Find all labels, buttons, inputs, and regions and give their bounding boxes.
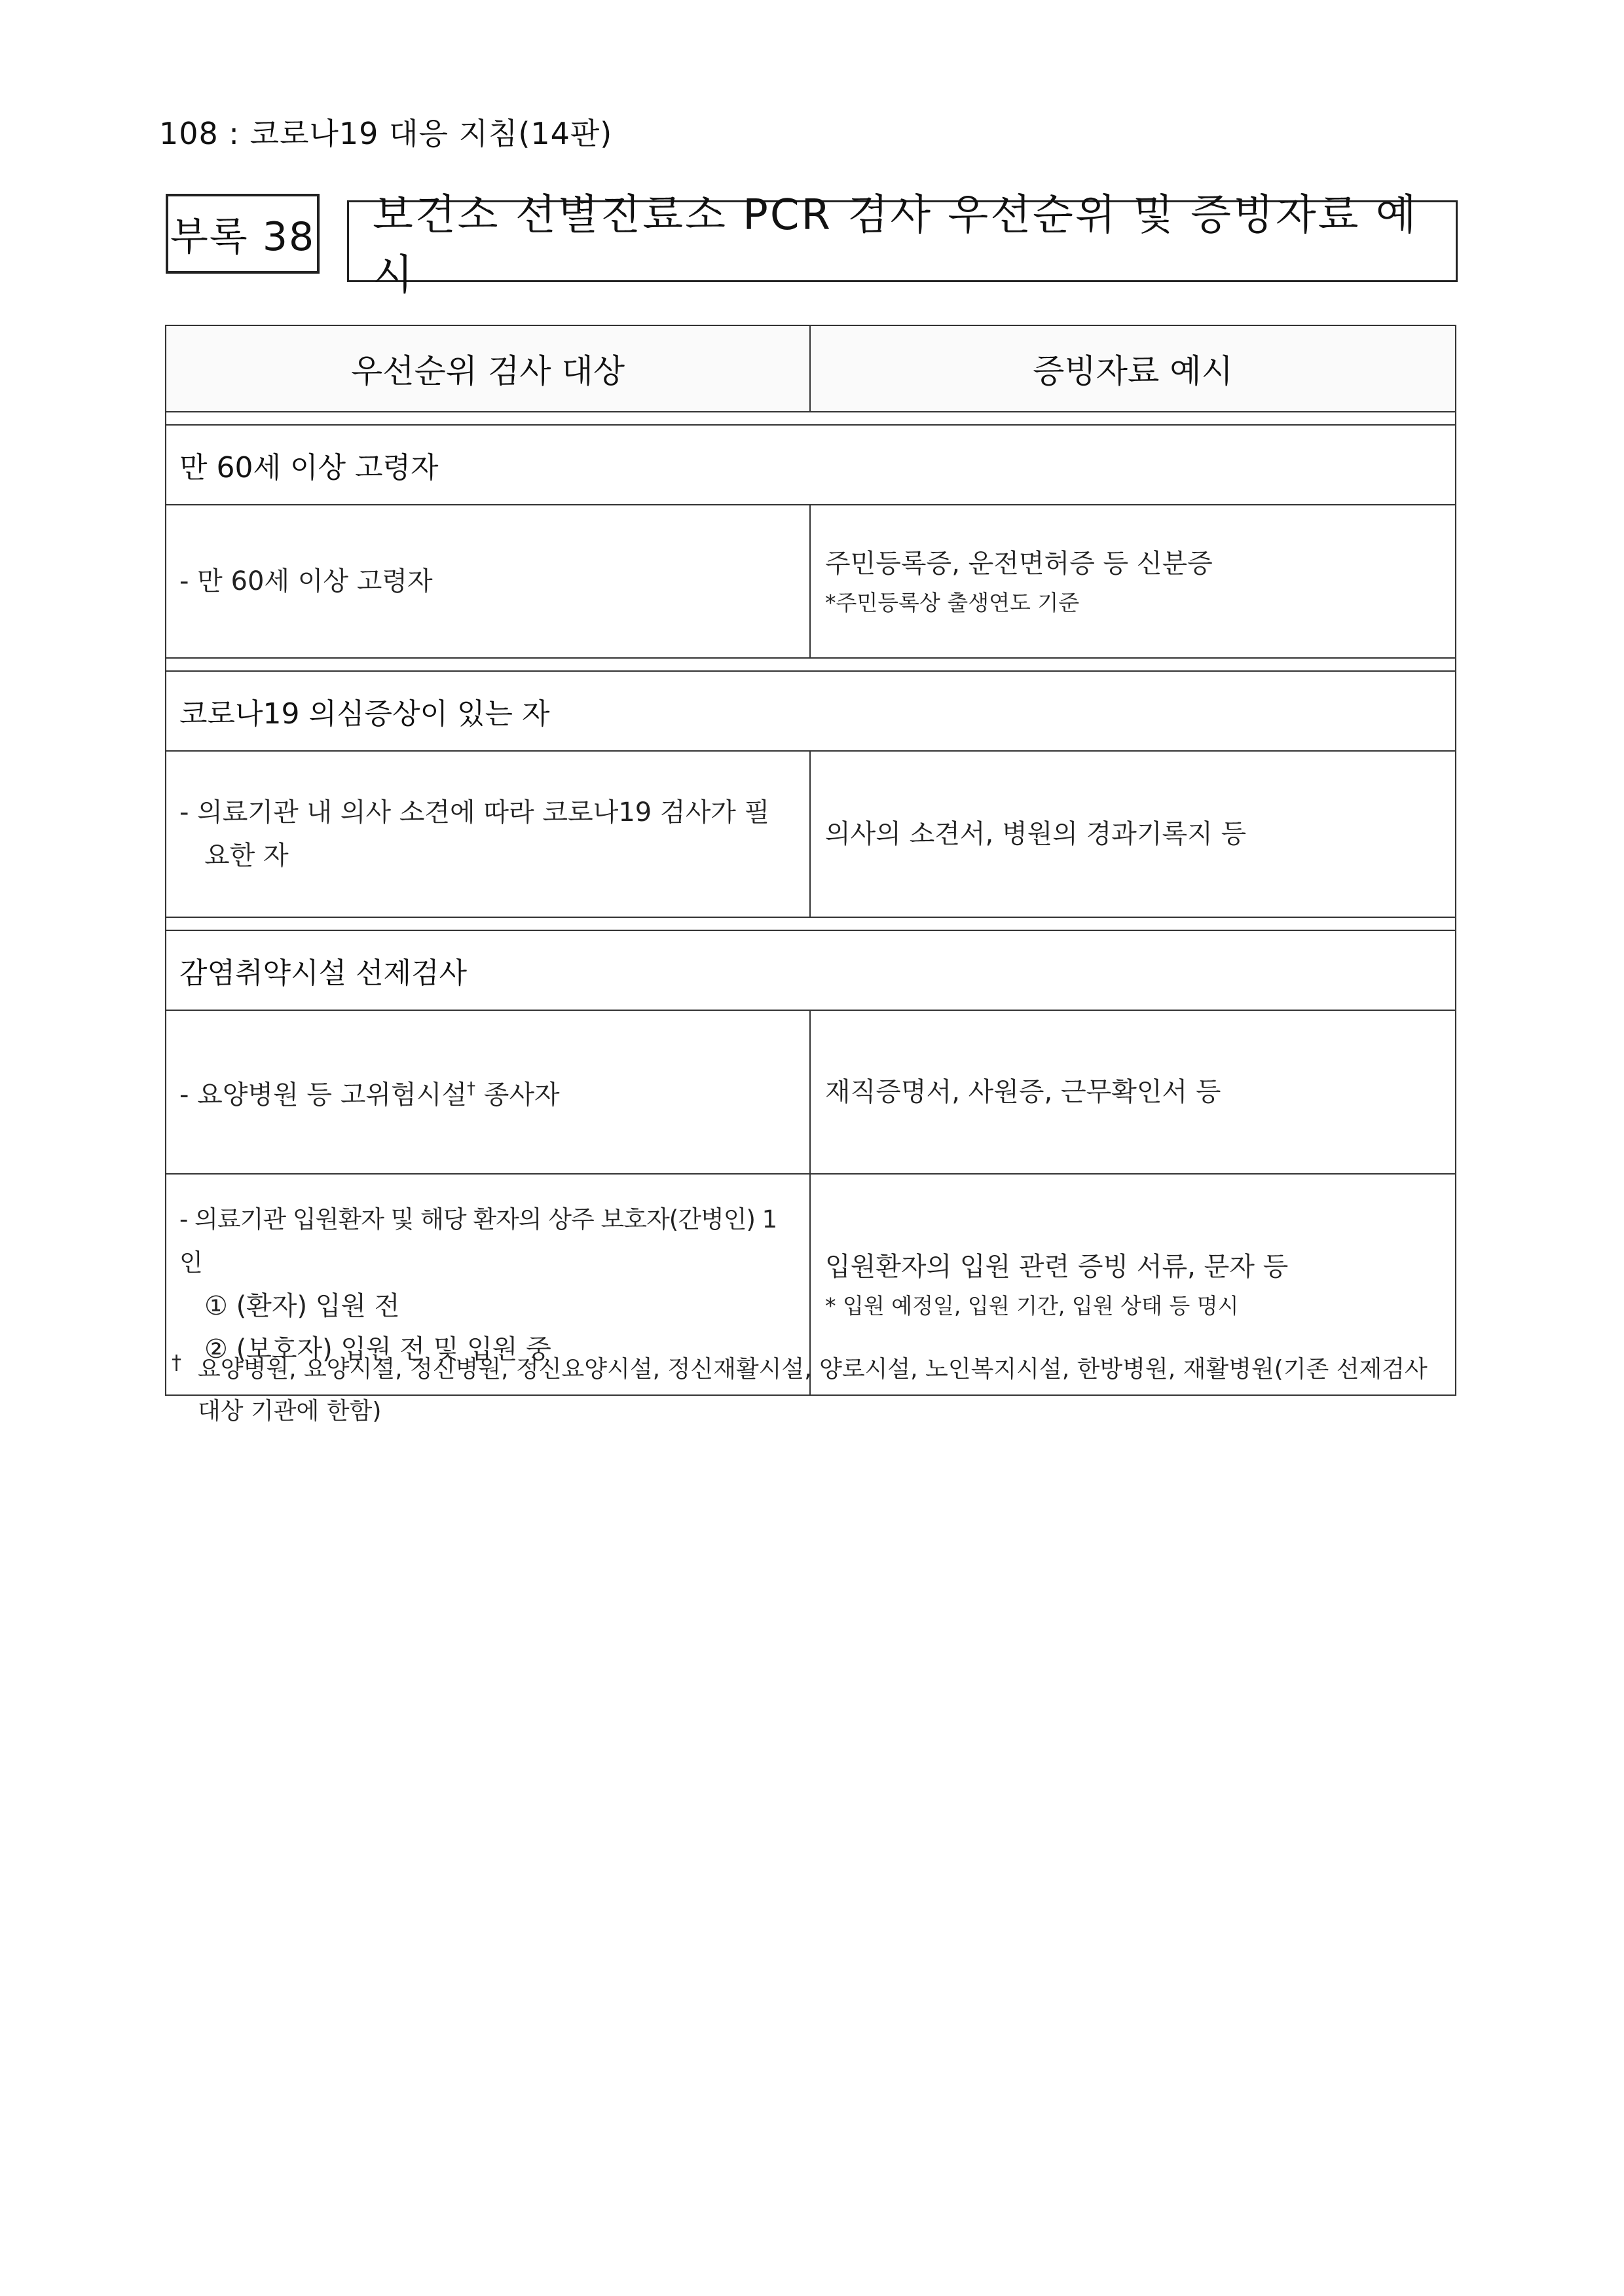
target-suffix: 종사자 (475, 1080, 560, 1110)
target-cell (166, 1010, 810, 1174)
section-heading: 만 60세 이상 고령자 (166, 425, 1456, 505)
section-heading: 감염취약시설 선제검사 (166, 930, 1456, 1010)
col-header-evidence: 증빙자료 예시 (810, 325, 1456, 412)
target-cell (166, 751, 810, 917)
appendix-title-row (166, 191, 1458, 300)
section-heading-row (166, 930, 1456, 1010)
evidence-cell: 재직증명서, 사원증, 근무확인서 등 (810, 1010, 1456, 1174)
table-row (166, 1010, 1456, 1174)
target-text: - 요양병원 등 고위험시설 (179, 1080, 467, 1110)
table-header-row (166, 325, 1456, 412)
target-text: - 의료기관 입원환자 및 해당 환자의 상주 보호자(간병인) 1인 (179, 1205, 777, 1277)
col-header-target: 우선순위 검사 대상 (166, 325, 810, 412)
section-heading-row (166, 425, 1456, 505)
evidence-note: * 입원 예정일, 입원 기간, 입원 상태 등 명시 (825, 1293, 1239, 1319)
target-cell: - 만 60세 이상 고령자 (166, 505, 810, 658)
evidence-cell: 의사의 소견서, 병원의 경과기록지 등 (810, 751, 1456, 917)
footnote-mark: † (172, 1351, 181, 1374)
evidence-note: *주민등록상 출생연도 기준 (825, 590, 1080, 615)
table-row (166, 751, 1456, 917)
page-title: 보건소 선별진료소 PCR 검사 우선순위 및 증빙자료 예시 (347, 200, 1458, 282)
target-sub-item: ② (보호자) 입원 전 및 입원 중 (204, 1334, 551, 1364)
table-row (166, 505, 1456, 658)
page-header: 108 : 코로나19 대응 지침(14판) (159, 116, 613, 151)
priority-table (165, 325, 1456, 1396)
appendix-label: 부록 38 (166, 194, 320, 274)
evidence-cell (810, 505, 1456, 658)
target-text: - 의료기관 내 의사 소견에 따라 코로나19 검사가 필 (179, 797, 770, 828)
section-heading-row (166, 671, 1456, 751)
footnote-text: 요양병원, 요양시설, 정신병원, 정신요양시설, 정신재활시설, 양로시설, 노인복지시설, 한방병원, 재활병원(기존 선제검사 대상 기관에 한함) (198, 1356, 1428, 1425)
target-sub-item: ① (환자) 입원 전 (204, 1291, 400, 1321)
footnote-mark: † (466, 1079, 475, 1099)
evidence-text: 주민등록증, 운전면허증 등 신분증 (825, 549, 1213, 579)
target-text-cont: 요한 자 (204, 841, 289, 871)
section-heading: 코로나19 의심증상이 있는 자 (166, 671, 1456, 751)
footnote (172, 1349, 1455, 1432)
evidence-text: 입원환자의 입원 관련 증빙 서류, 문자 등 (825, 1252, 1289, 1282)
